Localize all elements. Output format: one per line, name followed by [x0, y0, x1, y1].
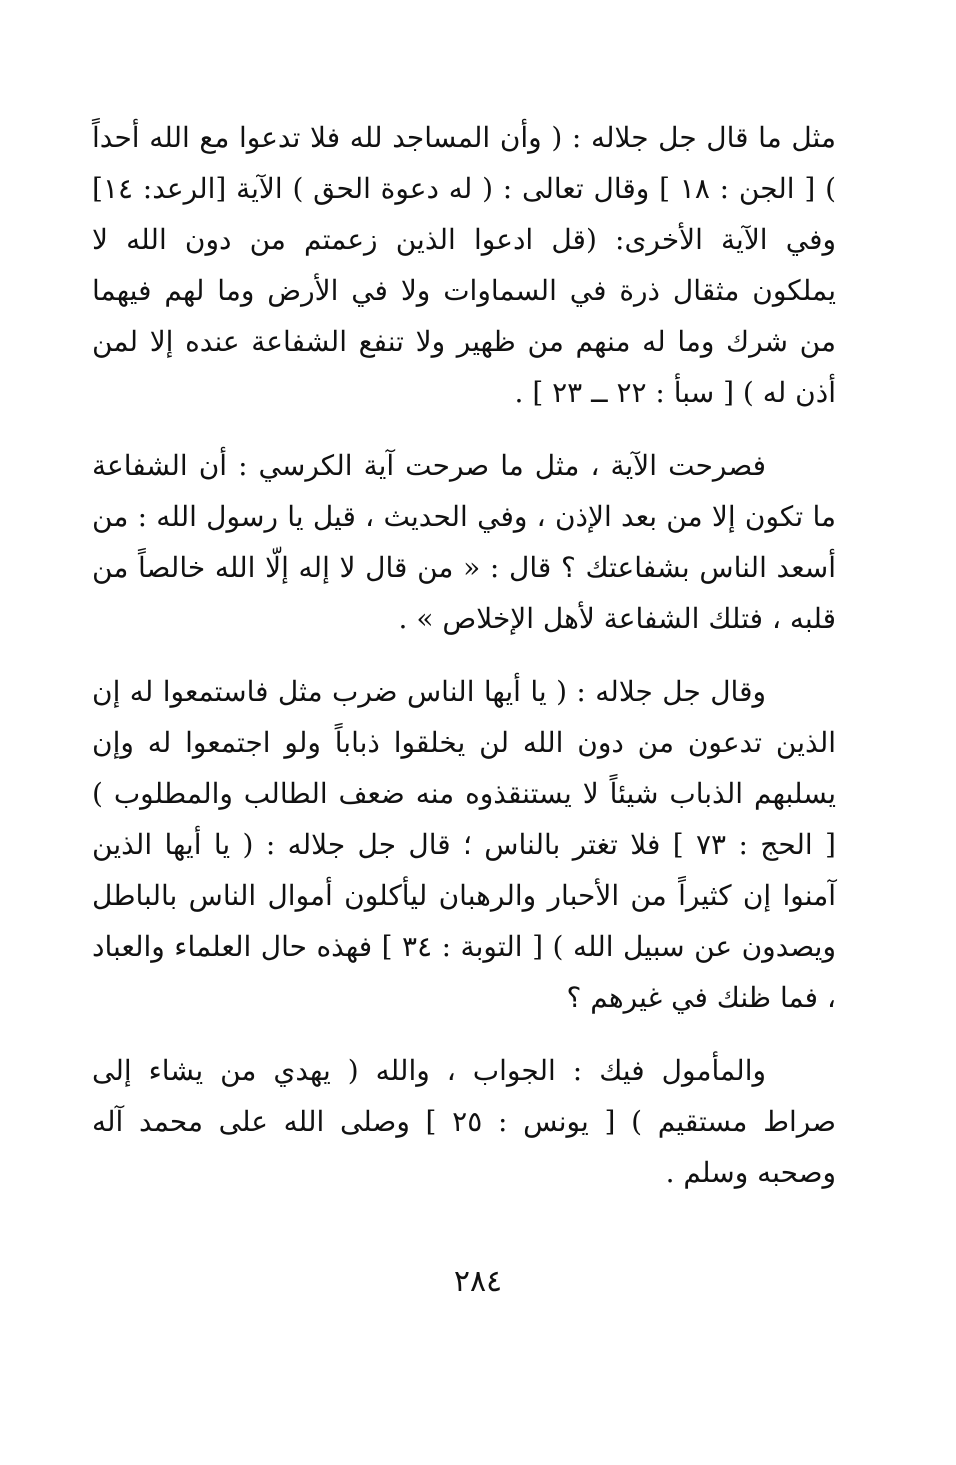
page-number: ٢٨٤ — [453, 1264, 503, 1299]
paragraph-1: مثل ما قال جل جلاله : ( وأن المساجد لله فلا تدعوا مع الله أحداً ) [ الجن : ١٨ ] وقال تعالى : ( له دعوة الحق ) الآية [الرعد: ١٤] وفي الآية الأخرى: (قل ادعوا الذين زعمتم من دون الله لا يملكون مثقال ذرة في السماوات ولا في الأرض وما لهم فيهما من شرك وما له منهم من ظهير ولا تنفع الشفاعة عنده إلا لمن أذن له ) [ سبأ : ٢٢ ــ ٢٣ ] . — [92, 121, 836, 409]
paragraph-4: والمأمول فيك : الجواب ، والله ( يهدي من يشاء إلى صراط مستقيم ) [ يونس : ٢٥ ] وصلى الله على محمد آله وصحبه وسلم . — [92, 1054, 836, 1189]
document-body — [92, 112, 836, 1220]
paragraph-3: وقال جل جلاله : ( يا أيها الناس ضرب مثل فاستمعوا له إن الذين تدعون من دون الله لن يخلقوا ذباباً ولو اجتمعوا له وإن يسلبهم الذباب شيئاً لا يستنقذوه منه ضعف الطالب والمطلوب ) [ الحج : ٧٣ ] فلا تغتر بالناس ؛ قال جل جلاله : ( يا أيها الذين آمنوا إن كثيراً من الأحبار والرهبان ليأكلون أموال الناس بالباطل ويصدون عن سبيل الله ) [ التوبة : ٣٤ ] فهذه حال العلماء والعباد ، فما ظنك في غيرهم ؟ — [92, 675, 837, 1014]
paragraph-2: فصرحت الآية ، مثل ما صرحت آية الكرسي : أن الشفاعة ما تكون إلا من بعد الإذن ، وفي الحديث ، قيل يا رسول الله : من أسعد الناس بشفاعتك ؟ قال : « من قال لا إله إلّا الله خالصاً من قلبه ، فتلك الشفاعة لأهل الإخلاص » . — [92, 449, 836, 635]
